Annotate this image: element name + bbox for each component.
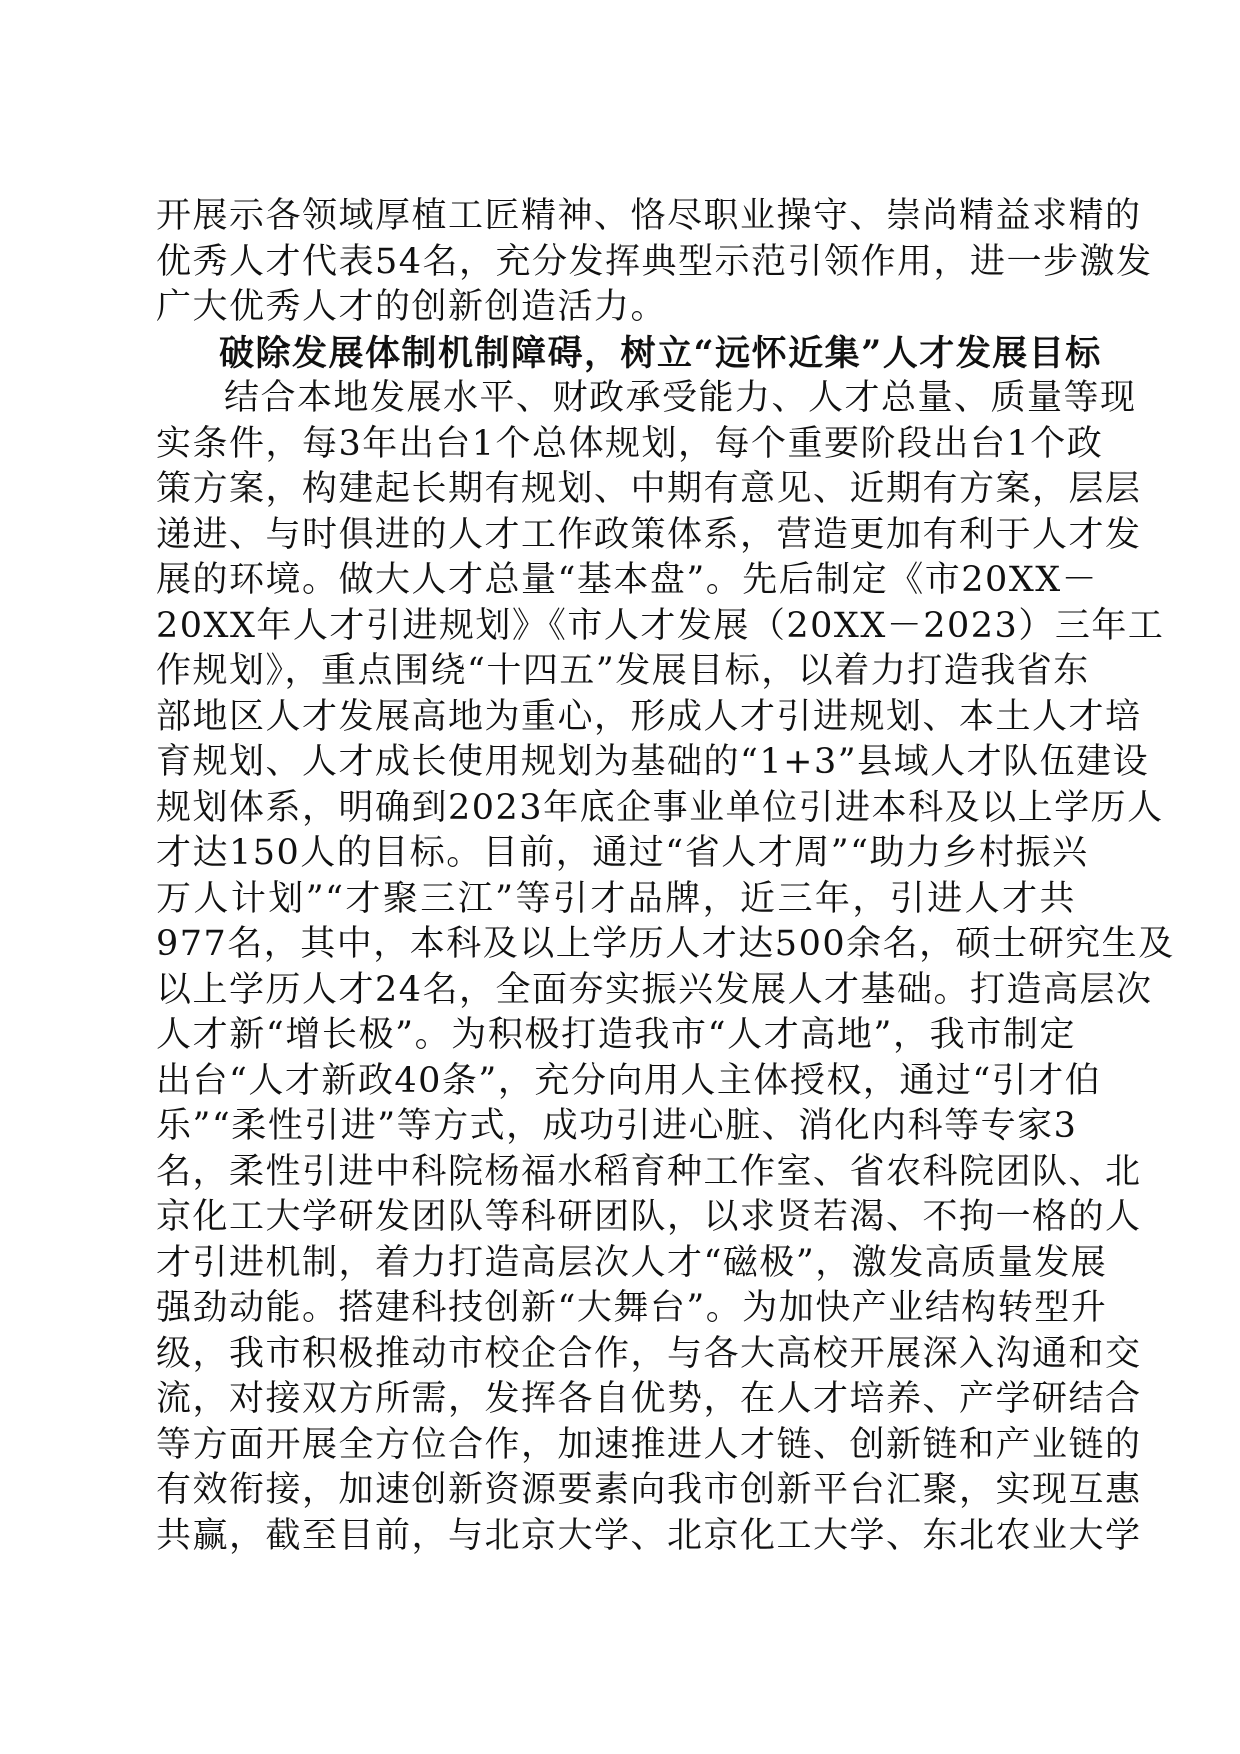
text-line: 开展示各领域厚植工匠精神、恪尽职业操守、崇尚精益求精的 xyxy=(156,196,1142,236)
text-line: 育规划、人才成长使用规划为基础的“1+3”县域人才队伍建设 xyxy=(156,742,1150,782)
text-line: 京化工大学研发团队等科研团队，以求贤若渴、不拘一格的人 xyxy=(156,1197,1142,1237)
text-line: 有效衔接，加速创新资源要素向我市创新平台汇聚，实现互惠 xyxy=(156,1470,1142,1510)
text-line: 优秀人才代表54名，充分发挥典型示范引领作用，进一步激发 xyxy=(156,241,1153,282)
text-line: 部地区人才发展高地为重心，形成人才引进规划、本土人才培 xyxy=(156,696,1142,737)
document-body xyxy=(156,194,1175,1559)
text-line: 才达150人的目标。目前，通过“省人才周”“助力乡村振兴 xyxy=(156,833,1089,873)
text-line: 策方案，构建起长期有规划、中期有意见、近期有方案，层层 xyxy=(156,469,1142,509)
text-line: 级，我市积极推动市校企合作，与各大高校开展深入沟通和交 xyxy=(156,1333,1142,1374)
text-line: 以上学历人才24名，全面夯实振兴发展人才基础。打造高层次 xyxy=(156,969,1153,1010)
text-line: 等方面开展全方位合作，加速推进人才链、创新链和产业链的 xyxy=(156,1424,1142,1465)
text-line: 结合本地发展水平、财政承受能力、人才总量、质量等现 xyxy=(224,378,1137,418)
text-line: 名，柔性引进中科院杨福水稻育种工作室、省农科院团队、北 xyxy=(156,1151,1142,1192)
text-line: 共赢，截至目前，与北京大学、北京化工大学、东北农业大学 xyxy=(156,1515,1142,1556)
paragraph-1 xyxy=(156,194,1153,331)
text-line: 乐”“柔性引进”等方式，成功引进心脏、消化内科等专家3 xyxy=(156,1106,1078,1146)
text-line: 出台“人才新政40条”，充分向用人主体授权，通过“引才伯 xyxy=(156,1060,1102,1101)
text-line: 展的环境。做大人才总量“基本盘”。先后制定《市20XX－ xyxy=(156,560,1099,600)
text-line: 强劲动能。搭建科技创新“大舞台”。为加快产业结构转型升 xyxy=(156,1288,1108,1328)
text-line: 977名，其中，本科及以上学历人才达500余名，硕士研究生及 xyxy=(156,924,1175,964)
text-line: 规划体系，明确到2023年底企事业单位引进本科及以上学历人 xyxy=(156,787,1164,828)
paragraph-2 xyxy=(156,376,1175,1559)
text-line: 作规划》，重点围绕“十四五”发展目标，以着力打造我省东 xyxy=(156,651,1090,691)
text-line: 广大优秀人才的创新创造活力。 xyxy=(156,287,668,327)
text-line: 万人计划”“才聚三江”等引才品牌，近三年，引进人才共 xyxy=(156,878,1076,919)
section-heading: 破除发展体制机制障碍，树立“远怀近集”人才发展目标 xyxy=(219,332,1102,374)
text-line: 人才新“增长极”。为积极打造我市“人才高地”，我市制定 xyxy=(156,1015,1076,1055)
text-line: 才引进机制，着力打造高层次人才“磁极”，激发高质量发展 xyxy=(156,1242,1108,1283)
text-line: 递进、与时俱进的人才工作政策体系，营造更加有利于人才发 xyxy=(156,514,1142,555)
text-line: 流，对接双方所需，发挥各自优势，在人才培养、产学研结合 xyxy=(156,1379,1142,1419)
text-line: 实条件，每3年出台1个总体规划，每个重要阶段出台1个政 xyxy=(156,423,1104,464)
text-line: 20XX年人才引进规划》《市人才发展（20XX－2023）三年工 xyxy=(156,605,1165,646)
